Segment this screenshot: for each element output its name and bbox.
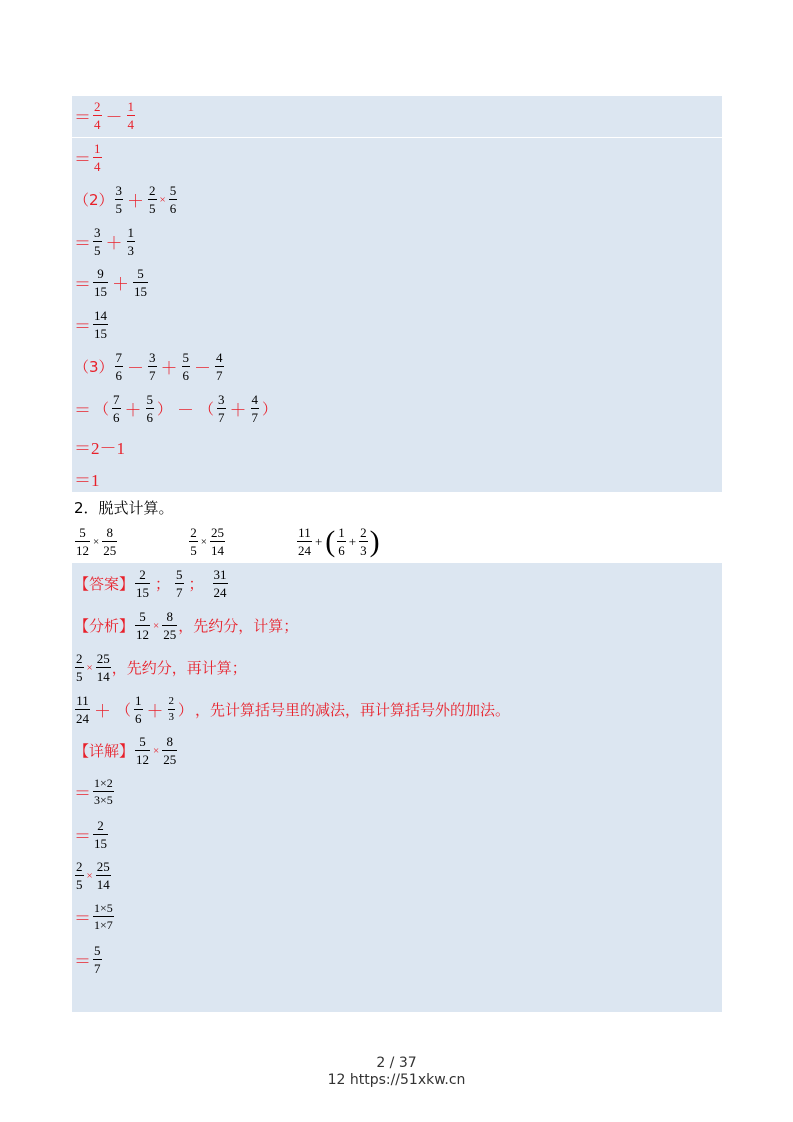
analysis-label: 【分析】 — [74, 617, 135, 635]
fraction: $\frac{2}{5}$ — [149, 183, 156, 216]
fraction: $\frac{5}{6}$ — [146, 392, 154, 425]
step-line: （2） $\frac{3}{5}$ ＋ $\frac{2}{5}$ × $\frac{5}{6}$ — [74, 183, 177, 216]
analysis-line: $\frac{11}{24}$ ＋ （ $\frac{1}{6}$ ＋ $\frac{2}{3}$ ） ，先计算括号里的减法，再计算括号外的加法。 — [76, 693, 511, 726]
step-line: ＝2－1 — [74, 439, 125, 458]
fraction: $\frac{4}{7}$ — [251, 392, 259, 425]
detail-line: ＝ $\frac{2}{15}$ — [74, 818, 107, 851]
solution-block-top — [72, 96, 722, 492]
question-title: 2．脱式计算。 — [74, 499, 174, 517]
fraction: $\frac{2}{5}$ — [190, 525, 197, 558]
fraction: $\frac{5}{12}$ — [76, 525, 89, 558]
analysis-line: $\frac{2}{5}$ × $\frac{25}{14}$ ，先约分，再计算； — [76, 651, 247, 684]
fraction: $\frac{25}{14}$ — [210, 525, 224, 558]
fraction: $\frac{1}{3}$ — [127, 225, 134, 258]
step-line: （3） $\frac{7}{6}$ － $\frac{3}{7}$ ＋ $\frac{5}{6}$ － $\frac{4}{7}$ — [74, 350, 223, 383]
analysis-line: 【分析】 $\frac{5}{12}$ × $\frac{8}{25}$ ，先约分，计算； — [74, 609, 299, 642]
fraction: $\frac{8}{25}$ — [103, 525, 117, 558]
fraction: $\frac{1\times 2}{3\times 5}$ — [94, 776, 113, 807]
fraction: $\frac{5}{6}$ — [169, 183, 177, 216]
fraction: $\frac{5}{7}$ — [94, 943, 101, 976]
detail-line: ＝ $\frac{1\times 2}{3\times 5}$ — [74, 776, 113, 807]
fraction: $\frac{11}{24}$ — [76, 693, 89, 726]
step-line: ＝ $\frac{3}{5}$ ＋ $\frac{1}{3}$ — [74, 225, 134, 258]
fraction: $\frac{5}{6}$ — [182, 350, 190, 383]
question-expressions: $\frac{5}{12}$ × $\frac{8}{25}$ $\frac{2}{5}$ × $\frac{25}{14}$ $\frac{11}{24}$ + ( $\frac{1}{6}$ + $\frac{2}{3}$ ) — [76, 524, 380, 558]
detail-label: 【详解】 — [74, 742, 135, 760]
fraction: $\frac{11}{24}$ — [297, 525, 311, 558]
fraction: $\frac{8}{25}$ — [163, 734, 177, 767]
block-divider — [72, 137, 722, 138]
step-line: ＝ （ $\frac{7}{6}$ ＋ $\frac{5}{6}$ ） － （ $\frac{3}{7}$ ＋ $\frac{4}{7}$ ） — [74, 392, 278, 425]
fraction: $\frac{5}{12}$ — [136, 609, 150, 642]
fraction: $\frac{1}{6}$ — [135, 693, 142, 726]
fraction: $\frac{2}{15}$ — [94, 818, 107, 851]
fraction: $\frac{2}{15}$ — [136, 567, 150, 600]
detail-line: 【详解】 $\frac{5}{12}$ × $\frac{8}{25}$ — [74, 734, 177, 767]
watermark-link[interactable]: 12 https://51xkw.cn — [327, 1072, 466, 1088]
fraction: $\frac{25}{14}$ — [96, 651, 110, 684]
fraction: $\frac{1\times 5}{1\times 7}$ — [94, 901, 113, 932]
fraction: $\frac{8}{25}$ — [163, 609, 177, 642]
step-line: ＝1 — [74, 471, 100, 490]
fraction: $\frac{5}{7}$ — [176, 567, 183, 600]
fraction: $\frac{3}{5}$ — [94, 225, 101, 258]
step-line: ＝ $\frac{2}{4}$ － $\frac{1}{4}$ — [74, 99, 134, 132]
step-line: ＝ $\frac{9}{15}$ ＋ $\frac{5}{15}$ — [74, 266, 147, 299]
fraction: $\frac{2}{3}$ — [360, 525, 367, 558]
step-line: ＝ $\frac{14}{15}$ — [74, 308, 107, 341]
fraction: $\frac{7}{6}$ — [115, 350, 123, 383]
fraction: $\frac{1}{6}$ — [338, 525, 345, 558]
fraction: $\frac{2}{5}$ — [76, 651, 83, 684]
fraction: $\frac{14}{15}$ — [94, 308, 107, 341]
detail-line: ＝ $\frac{1\times 5}{1\times 7}$ — [74, 901, 113, 932]
fraction: $\frac{2}{4}$ — [94, 99, 101, 132]
answer-line: 【答案】 $\frac{2}{15}$ ； $\frac{5}{7}$ ； $\frac{31}{24}$ — [74, 567, 227, 600]
fraction: $\frac{3}{7}$ — [218, 392, 225, 425]
page-number: 2 / 37 — [376, 1055, 417, 1071]
detail-line: $\frac{2}{5}$ × $\frac{25}{14}$ — [76, 859, 110, 892]
fraction: $\frac{2}{3}$ — [168, 695, 175, 723]
fraction: $\frac{3}{7}$ — [149, 350, 156, 383]
fraction: $\frac{1}{4}$ — [94, 141, 101, 174]
fraction: $\frac{3}{5}$ — [115, 183, 123, 216]
fraction: $\frac{4}{7}$ — [216, 350, 223, 383]
fraction: $\frac{5}{12}$ — [136, 734, 150, 767]
fraction: $\frac{2}{5}$ — [76, 859, 83, 892]
detail-line: ＝ $\frac{5}{7}$ — [74, 943, 101, 976]
fraction: $\frac{1}{4}$ — [127, 99, 134, 132]
step-line: ＝ $\frac{1}{4}$ — [74, 141, 101, 174]
fraction: $\frac{25}{14}$ — [96, 859, 110, 892]
fraction: $\frac{7}{6}$ — [113, 392, 120, 425]
fraction: $\frac{5}{15}$ — [134, 266, 147, 299]
fraction: $\frac{9}{15}$ — [94, 266, 107, 299]
fraction: $\frac{31}{24}$ — [213, 567, 227, 600]
answer-label: 【答案】 — [74, 575, 135, 593]
